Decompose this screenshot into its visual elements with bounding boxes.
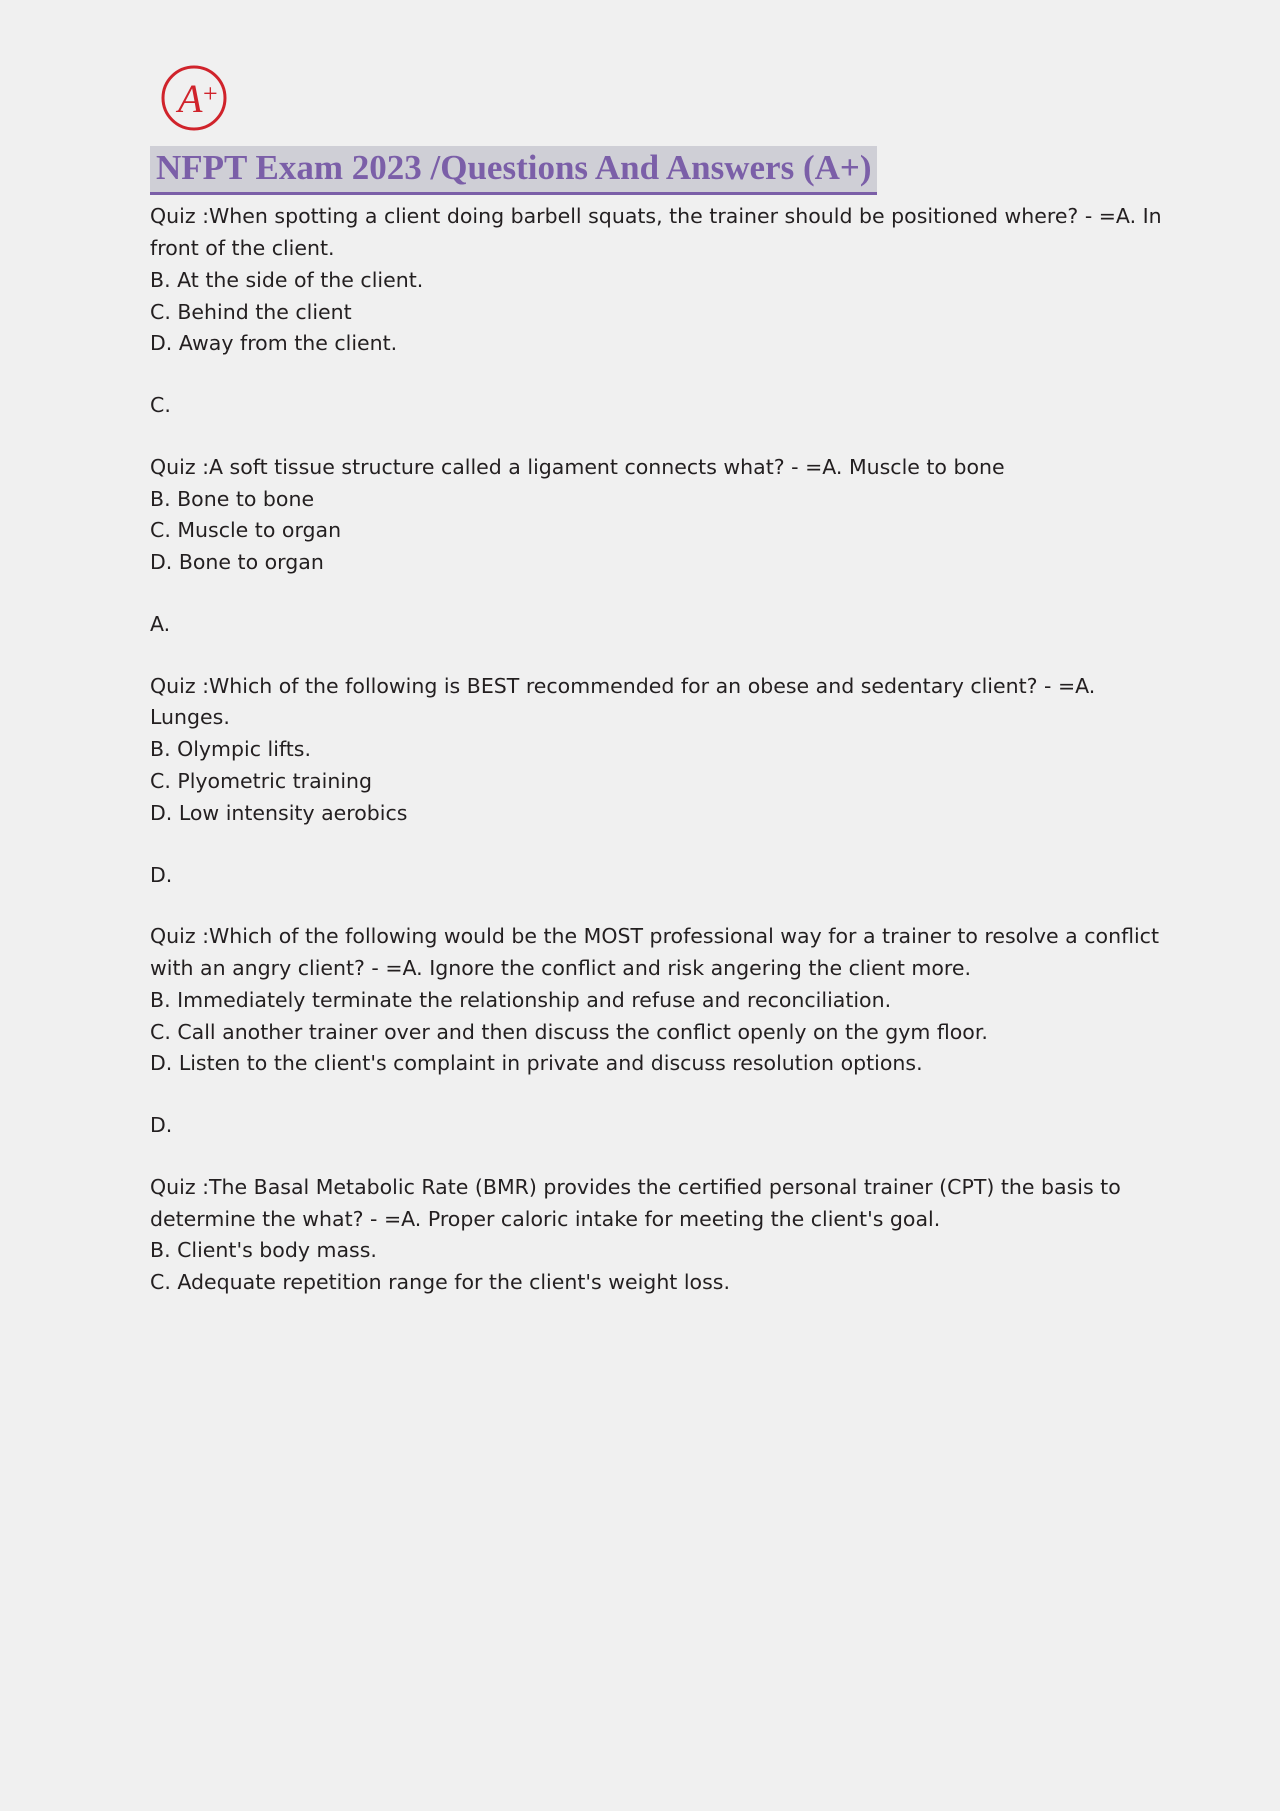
document-body bbox=[150, 201, 1165, 1299]
option-text: C. Behind the client bbox=[150, 299, 352, 324]
spacer bbox=[150, 1142, 1165, 1172]
qa-block bbox=[150, 921, 1165, 1172]
question-text: Quiz :Which of the following is BEST recommended for an obese and sedentary client? - =A. Lunges. bbox=[150, 673, 1096, 730]
option-text: B. Immediately terminate the relationship and refuse and reconciliation. bbox=[150, 987, 892, 1012]
option-text: C. Adequate repetition range for the client's weight loss. bbox=[150, 1270, 730, 1295]
answer-text: A. bbox=[150, 611, 171, 636]
question-text: Quiz :The Basal Metabolic Rate (BMR) provides the certified personal trainer (CPT) the basis to determine the what? - =A. Proper caloric intake for meeting the client's goal. bbox=[150, 1174, 1121, 1231]
a-plus-circle-icon bbox=[158, 58, 236, 136]
question-text: Quiz :Which of the following would be the MOST professional way for a trainer to resolve a conflict with an angry client? - =A. Ignore the conflict and risk angering the client more. bbox=[150, 924, 1159, 981]
qa-block bbox=[150, 671, 1165, 922]
option-text: B. Olympic lifts. bbox=[150, 737, 312, 762]
qa-block bbox=[150, 201, 1165, 452]
answer-text: D. bbox=[150, 862, 173, 887]
option-text: C. Muscle to organ bbox=[150, 518, 342, 543]
answer-text: D. bbox=[150, 1113, 173, 1138]
qa-block bbox=[150, 1172, 1165, 1299]
option-text: C. Call another trainer over and then discuss the conflict openly on the gym floor. bbox=[150, 1019, 988, 1044]
answer-text: C. bbox=[150, 393, 171, 418]
spacer bbox=[150, 1080, 1165, 1110]
option-text: B. At the side of the client. bbox=[150, 267, 424, 292]
question-text: Quiz :When spotting a client doing barbell squats, the trainer should be positioned where? - =A. In front of the client. bbox=[150, 204, 1162, 261]
spacer bbox=[150, 360, 1165, 390]
svg-text:A: A bbox=[178, 76, 203, 121]
spacer bbox=[150, 830, 1165, 860]
qa-block bbox=[150, 452, 1165, 671]
question-text: Quiz :A soft tissue structure called a ligament connects what? - =A. Muscle to bone bbox=[150, 454, 1005, 479]
svg-text:+: + bbox=[203, 79, 218, 108]
option-text: D. Bone to organ bbox=[150, 550, 324, 575]
option-text: B. Client's body mass. bbox=[150, 1238, 377, 1263]
option-text: C. Plyometric training bbox=[150, 768, 373, 793]
option-text: D. Low intensity aerobics bbox=[150, 800, 408, 825]
spacer bbox=[150, 422, 1165, 452]
option-text: D. Away from the client. bbox=[150, 331, 398, 356]
spacer bbox=[150, 891, 1165, 921]
spacer bbox=[150, 641, 1165, 671]
option-text: D. Listen to the client's complaint in private and discuss resolution options. bbox=[150, 1051, 923, 1076]
spacer bbox=[150, 579, 1165, 609]
page-title: NFPT Exam 2023 /Questions And Answers (A+) bbox=[150, 146, 877, 195]
option-text: B. Bone to bone bbox=[150, 486, 315, 511]
